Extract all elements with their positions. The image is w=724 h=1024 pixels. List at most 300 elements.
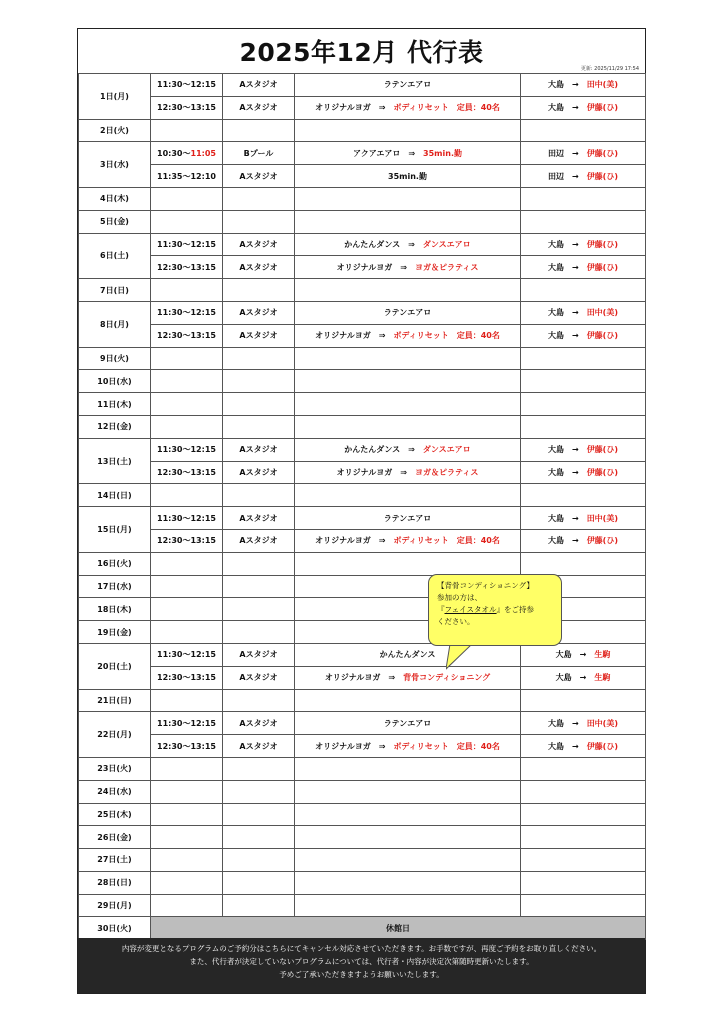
instructor-arrow: → xyxy=(571,239,579,249)
instructor-arrow: → xyxy=(571,718,579,728)
callout-text: 『 xyxy=(437,605,445,614)
table-row xyxy=(79,507,646,530)
empty-cell xyxy=(295,849,521,872)
empty-cell xyxy=(151,826,223,849)
table-row xyxy=(79,415,646,438)
empty-cell xyxy=(295,689,521,712)
empty-cell xyxy=(151,621,223,644)
instructor-from: 大島 xyxy=(547,308,564,318)
table-row xyxy=(79,484,646,507)
day-cell: 21日(日) xyxy=(79,689,151,712)
program-cell xyxy=(295,666,521,689)
table-row xyxy=(79,347,646,370)
empty-cell xyxy=(223,279,295,302)
new-program: ボディリセット xyxy=(393,536,449,546)
page-title: 2025年12月 代行表 xyxy=(239,38,484,67)
day-cell: 3日(水) xyxy=(79,142,151,188)
instructor-arrow: → xyxy=(571,467,579,477)
instructor-from: 大島 xyxy=(547,536,564,546)
empty-cell xyxy=(223,849,295,872)
instructor-arrow: → xyxy=(571,308,579,318)
studio-cell: Aスタジオ xyxy=(223,461,295,484)
time-start: 12:30〜13:15 xyxy=(157,741,216,751)
day-cell: 7日(日) xyxy=(79,279,151,302)
instructor-to: 伊藤(ひ) xyxy=(586,148,618,158)
program-name: アクアエアロ xyxy=(352,148,401,158)
empty-cell xyxy=(151,757,223,780)
empty-cell xyxy=(151,347,223,370)
instructor-from: 大島 xyxy=(547,445,564,455)
instructor-arrow: → xyxy=(571,513,579,523)
time-start: 11:30〜12:15 xyxy=(157,80,216,90)
instructor-from: 大島 xyxy=(547,239,564,249)
instructor-to: 伊藤(ひ) xyxy=(586,445,618,455)
program-name: オリジナルヨガ xyxy=(315,741,371,751)
time-cell xyxy=(151,507,223,530)
time-start: 10:30〜 xyxy=(157,148,191,158)
program-name: ラテンエアロ xyxy=(383,513,432,523)
change-arrow: ⇒ xyxy=(378,103,386,113)
empty-cell xyxy=(295,393,521,416)
instructor-arrow: → xyxy=(571,331,579,341)
table-row xyxy=(79,96,646,119)
table-row xyxy=(79,689,646,712)
studio-cell: Aスタジオ xyxy=(223,643,295,666)
program-name: かんたんダンス xyxy=(344,445,401,455)
instructor-cell xyxy=(521,666,646,689)
empty-cell xyxy=(295,279,521,302)
time-cell xyxy=(151,256,223,279)
table-row xyxy=(79,74,646,97)
instructor-to: 伊藤(ひ) xyxy=(586,741,618,751)
empty-cell xyxy=(521,279,646,302)
time-start: 12:30〜13:15 xyxy=(157,536,216,546)
empty-cell xyxy=(295,415,521,438)
day-cell: 17日(水) xyxy=(79,575,151,598)
instructor-to: 田中(美) xyxy=(586,718,618,728)
empty-cell xyxy=(521,187,646,210)
empty-cell xyxy=(295,826,521,849)
instructor-from: 大島 xyxy=(555,673,572,683)
table-row xyxy=(79,279,646,302)
day-cell: 27日(土) xyxy=(79,849,151,872)
time-start: 12:30〜13:15 xyxy=(157,467,216,477)
studio-cell: Aスタジオ xyxy=(223,438,295,461)
change-arrow: ⇒ xyxy=(378,741,386,751)
empty-cell xyxy=(521,849,646,872)
time-cell xyxy=(151,712,223,735)
instructor-from: 大島 xyxy=(547,80,564,90)
instructor-cell xyxy=(521,461,646,484)
time-cell xyxy=(151,529,223,552)
day-cell: 23日(火) xyxy=(79,757,151,780)
empty-cell xyxy=(521,484,646,507)
studio-cell: Aスタジオ xyxy=(223,324,295,347)
program-name: オリジナルヨガ xyxy=(336,262,393,272)
table-row xyxy=(79,461,646,484)
empty-cell xyxy=(151,894,223,917)
empty-cell xyxy=(151,689,223,712)
change-arrow: ⇒ xyxy=(408,239,415,249)
empty-cell xyxy=(521,780,646,803)
program-cell xyxy=(295,142,521,165)
program-cell xyxy=(295,643,521,666)
table-row xyxy=(79,712,646,735)
program-cell xyxy=(295,324,521,347)
empty-cell xyxy=(295,210,521,233)
time-start: 11:35〜12:10 xyxy=(157,171,216,181)
time-end-changed: 11:05 xyxy=(190,148,216,158)
instructor-to: 伊藤(ひ) xyxy=(586,171,618,181)
instructor-from: 田辺 xyxy=(547,148,564,158)
instructor-from: 大島 xyxy=(547,262,564,272)
day-cell: 20日(土) xyxy=(79,643,151,689)
empty-cell xyxy=(521,347,646,370)
empty-cell xyxy=(223,552,295,575)
studio-cell: Aスタジオ xyxy=(223,165,295,188)
capacity-note: 定員：40名 xyxy=(456,103,500,113)
empty-cell xyxy=(223,347,295,370)
day-cell: 1日(月) xyxy=(79,74,151,120)
capacity-note: 定員：40名 xyxy=(456,536,500,546)
day-cell: 13日(土) xyxy=(79,438,151,484)
instructor-cell xyxy=(521,165,646,188)
program-name: 35min.勤 xyxy=(388,171,427,181)
new-program: 背骨コンディショニング xyxy=(403,673,491,683)
empty-cell xyxy=(295,871,521,894)
change-arrow: ⇒ xyxy=(400,262,407,272)
table-row xyxy=(79,643,646,666)
footer-line: 予めご了承いただきますようお願いいたします。 xyxy=(279,970,444,979)
day-cell: 22日(月) xyxy=(79,712,151,758)
time-start: 12:30〜13:15 xyxy=(157,262,216,272)
empty-cell xyxy=(223,803,295,826)
day-cell: 8日(月) xyxy=(79,301,151,347)
table-row xyxy=(79,894,646,917)
time-start: 11:30〜12:15 xyxy=(157,718,216,728)
instructor-cell xyxy=(521,324,646,347)
day-cell: 5日(金) xyxy=(79,210,151,233)
new-program: ボディリセット xyxy=(393,103,449,113)
empty-cell xyxy=(295,119,521,142)
instructor-cell xyxy=(521,74,646,97)
studio-cell: Aスタジオ xyxy=(223,256,295,279)
day-cell: 4日(木) xyxy=(79,187,151,210)
studio-cell: Aスタジオ xyxy=(223,507,295,530)
instructor-to: 伊藤(ひ) xyxy=(586,467,618,477)
empty-cell xyxy=(521,370,646,393)
day-cell: 29日(月) xyxy=(79,894,151,917)
time-start: 11:30〜12:15 xyxy=(157,513,216,523)
empty-cell xyxy=(223,621,295,644)
instructor-from: 大島 xyxy=(547,467,564,477)
day-cell: 25日(木) xyxy=(79,803,151,826)
table-row xyxy=(79,735,646,758)
table-row xyxy=(79,803,646,826)
program-cell xyxy=(295,74,521,97)
new-program: ダンスエアロ xyxy=(422,445,471,455)
time-cell xyxy=(151,96,223,119)
closed-cell: 休館日 xyxy=(151,917,646,940)
day-cell: 24日(水) xyxy=(79,780,151,803)
table-row xyxy=(79,917,646,940)
studio-cell: Aスタジオ xyxy=(223,74,295,97)
table-row xyxy=(79,324,646,347)
empty-cell xyxy=(151,370,223,393)
table-row xyxy=(79,757,646,780)
instructor-arrow: → xyxy=(579,650,587,660)
empty-cell xyxy=(151,780,223,803)
table-row xyxy=(79,165,646,188)
program-cell xyxy=(295,165,521,188)
empty-cell xyxy=(295,187,521,210)
instructor-to: 生駒 xyxy=(594,650,611,660)
new-program: ボディリセット xyxy=(393,741,449,751)
studio-cell: Aスタジオ xyxy=(223,735,295,758)
instructor-to: 伊藤(ひ) xyxy=(586,262,618,272)
instructor-cell xyxy=(521,142,646,165)
empty-cell xyxy=(521,689,646,712)
table-row xyxy=(79,849,646,872)
schedule-sheet xyxy=(77,28,646,994)
program-cell xyxy=(295,301,521,324)
table-row xyxy=(79,210,646,233)
day-cell: 14日(日) xyxy=(79,484,151,507)
time-start: 11:30〜12:15 xyxy=(157,308,216,318)
day-cell: 2日(火) xyxy=(79,119,151,142)
program-cell xyxy=(295,233,521,256)
table-row xyxy=(79,187,646,210)
footer-line: また、代行者が決定していないプログラムについては、代行者・内容が決定次第随時更新いたします。 xyxy=(189,957,534,966)
table-row xyxy=(79,871,646,894)
instructor-cell xyxy=(521,712,646,735)
time-cell xyxy=(151,142,223,165)
empty-cell xyxy=(151,849,223,872)
day-cell: 18日(木) xyxy=(79,598,151,621)
time-cell xyxy=(151,735,223,758)
studio-cell: Aスタジオ xyxy=(223,529,295,552)
time-cell xyxy=(151,643,223,666)
callout-line: 参加の方は、 xyxy=(437,593,482,602)
time-start: 12:30〜13:15 xyxy=(157,673,216,683)
empty-cell xyxy=(295,347,521,370)
program-name: オリジナルヨガ xyxy=(315,103,371,113)
program-name: オリジナルヨガ xyxy=(315,536,371,546)
instructor-to: 伊藤(ひ) xyxy=(586,103,618,113)
program-cell xyxy=(295,735,521,758)
time-cell xyxy=(151,666,223,689)
empty-cell xyxy=(295,894,521,917)
empty-cell xyxy=(151,415,223,438)
empty-cell xyxy=(521,803,646,826)
change-arrow: ⇒ xyxy=(388,673,396,683)
instructor-to: 伊藤(ひ) xyxy=(586,331,618,341)
table-row xyxy=(79,438,646,461)
empty-cell xyxy=(151,187,223,210)
empty-cell xyxy=(151,871,223,894)
program-cell xyxy=(295,712,521,735)
table-row xyxy=(79,393,646,416)
instructor-to: 伊藤(ひ) xyxy=(586,239,618,249)
empty-cell xyxy=(223,575,295,598)
day-cell: 11日(木) xyxy=(79,393,151,416)
empty-cell xyxy=(151,279,223,302)
empty-cell xyxy=(521,393,646,416)
table-row xyxy=(79,256,646,279)
change-arrow: ⇒ xyxy=(378,331,386,341)
empty-cell xyxy=(223,826,295,849)
callout-text: 』をご持参 xyxy=(496,605,535,614)
day-cell: 12日(金) xyxy=(79,415,151,438)
studio-cell: Bプール xyxy=(223,142,295,165)
day-cell: 28日(日) xyxy=(79,871,151,894)
empty-cell xyxy=(521,871,646,894)
callout-tail xyxy=(446,645,486,671)
callout-line: ください。 xyxy=(437,617,475,626)
time-start: 12:30〜13:15 xyxy=(157,331,216,341)
callout-line: 【背骨コンディショニング】 xyxy=(437,581,534,590)
instructor-arrow: → xyxy=(571,103,579,113)
change-arrow: ⇒ xyxy=(378,536,386,546)
empty-cell xyxy=(223,484,295,507)
time-cell xyxy=(151,461,223,484)
instructor-arrow: → xyxy=(571,262,579,272)
empty-cell xyxy=(223,119,295,142)
table-row xyxy=(79,119,646,142)
day-cell: 19日(金) xyxy=(79,621,151,644)
studio-cell: Aスタジオ xyxy=(223,96,295,119)
program-cell xyxy=(295,438,521,461)
footer-notice xyxy=(78,938,645,993)
program-cell xyxy=(295,461,521,484)
change-arrow: ⇒ xyxy=(400,467,407,477)
day-cell: 16日(火) xyxy=(79,552,151,575)
instructor-from: 田辺 xyxy=(547,171,564,181)
program-cell xyxy=(295,96,521,119)
callout-line xyxy=(437,604,553,616)
empty-cell xyxy=(223,894,295,917)
empty-cell xyxy=(151,598,223,621)
empty-cell xyxy=(223,598,295,621)
new-program: ダンスエアロ xyxy=(422,239,471,249)
program-cell xyxy=(295,507,521,530)
program-name: ラテンエアロ xyxy=(383,718,432,728)
instructor-from: 大島 xyxy=(555,650,572,660)
empty-cell xyxy=(223,415,295,438)
instructor-cell xyxy=(521,507,646,530)
studio-cell: Aスタジオ xyxy=(223,301,295,324)
schedule-table xyxy=(78,73,646,940)
instructor-from: 大島 xyxy=(547,718,564,728)
instructor-arrow: → xyxy=(571,536,579,546)
day-cell: 30日(火) xyxy=(79,917,151,940)
program-name: かんたんダンス xyxy=(379,650,436,660)
instructor-cell xyxy=(521,529,646,552)
time-start: 11:30〜12:15 xyxy=(157,239,216,249)
empty-cell xyxy=(151,552,223,575)
instructor-cell xyxy=(521,233,646,256)
table-row xyxy=(79,529,646,552)
empty-cell xyxy=(151,484,223,507)
time-cell xyxy=(151,74,223,97)
table-row xyxy=(79,233,646,256)
instructor-from: 大島 xyxy=(547,103,564,113)
time-start: 12:30〜13:15 xyxy=(157,103,216,113)
footer-line: 内容が変更となるプログラムのご予約分はこちらにてキャンセル対応させていただきます。お手数ですが、再度ご予約をお取り直しください。 xyxy=(121,944,602,953)
empty-cell xyxy=(521,119,646,142)
table-row xyxy=(79,370,646,393)
table-row xyxy=(79,780,646,803)
instructor-arrow: → xyxy=(571,445,579,455)
table-row xyxy=(79,142,646,165)
empty-cell xyxy=(521,826,646,849)
program-name: ラテンエアロ xyxy=(383,308,432,318)
time-cell xyxy=(151,324,223,347)
empty-cell xyxy=(151,210,223,233)
header xyxy=(78,29,645,74)
empty-cell xyxy=(223,393,295,416)
empty-cell xyxy=(521,552,646,575)
instructor-to: 田中(美) xyxy=(586,308,618,318)
empty-cell xyxy=(295,757,521,780)
instructor-arrow: → xyxy=(579,673,587,683)
new-program: ヨガ＆ピラティス xyxy=(414,467,479,477)
program-cell xyxy=(295,256,521,279)
instructor-cell xyxy=(521,735,646,758)
table-row xyxy=(79,826,646,849)
empty-cell xyxy=(295,803,521,826)
studio-cell: Aスタジオ xyxy=(223,666,295,689)
updated-timestamp: 更新: 2025/11/29 17:54 xyxy=(580,66,639,72)
instructor-from: 大島 xyxy=(547,513,564,523)
table-row xyxy=(79,301,646,324)
program-name: オリジナルヨガ xyxy=(315,331,371,341)
empty-cell xyxy=(223,370,295,393)
time-cell xyxy=(151,438,223,461)
callout-note xyxy=(428,574,562,646)
instructor-to: 田中(美) xyxy=(586,513,618,523)
empty-cell xyxy=(223,757,295,780)
empty-cell xyxy=(295,370,521,393)
time-start: 11:30〜12:15 xyxy=(157,650,216,660)
change-arrow: ⇒ xyxy=(408,148,416,158)
instructor-arrow: → xyxy=(571,80,579,90)
day-cell: 9日(火) xyxy=(79,347,151,370)
studio-cell: Aスタジオ xyxy=(223,233,295,256)
instructor-cell xyxy=(521,643,646,666)
empty-cell xyxy=(151,119,223,142)
instructor-arrow: → xyxy=(571,148,579,158)
day-cell: 10日(水) xyxy=(79,370,151,393)
capacity-note: 定員：40名 xyxy=(456,331,500,341)
time-start: 11:30〜12:15 xyxy=(157,445,216,455)
change-arrow: ⇒ xyxy=(408,445,415,455)
instructor-cell xyxy=(521,301,646,324)
empty-cell xyxy=(223,780,295,803)
empty-cell xyxy=(223,210,295,233)
new-program: 35min.勤 xyxy=(423,148,462,158)
empty-cell xyxy=(521,757,646,780)
empty-cell xyxy=(521,415,646,438)
instructor-to: 生駒 xyxy=(594,673,611,683)
instructor-to: 伊藤(ひ) xyxy=(586,536,618,546)
studio-cell: Aスタジオ xyxy=(223,712,295,735)
table-row xyxy=(79,552,646,575)
empty-cell xyxy=(295,552,521,575)
program-name: ラテンエアロ xyxy=(383,80,432,90)
day-cell: 15日(月) xyxy=(79,507,151,553)
day-cell: 26日(金) xyxy=(79,826,151,849)
